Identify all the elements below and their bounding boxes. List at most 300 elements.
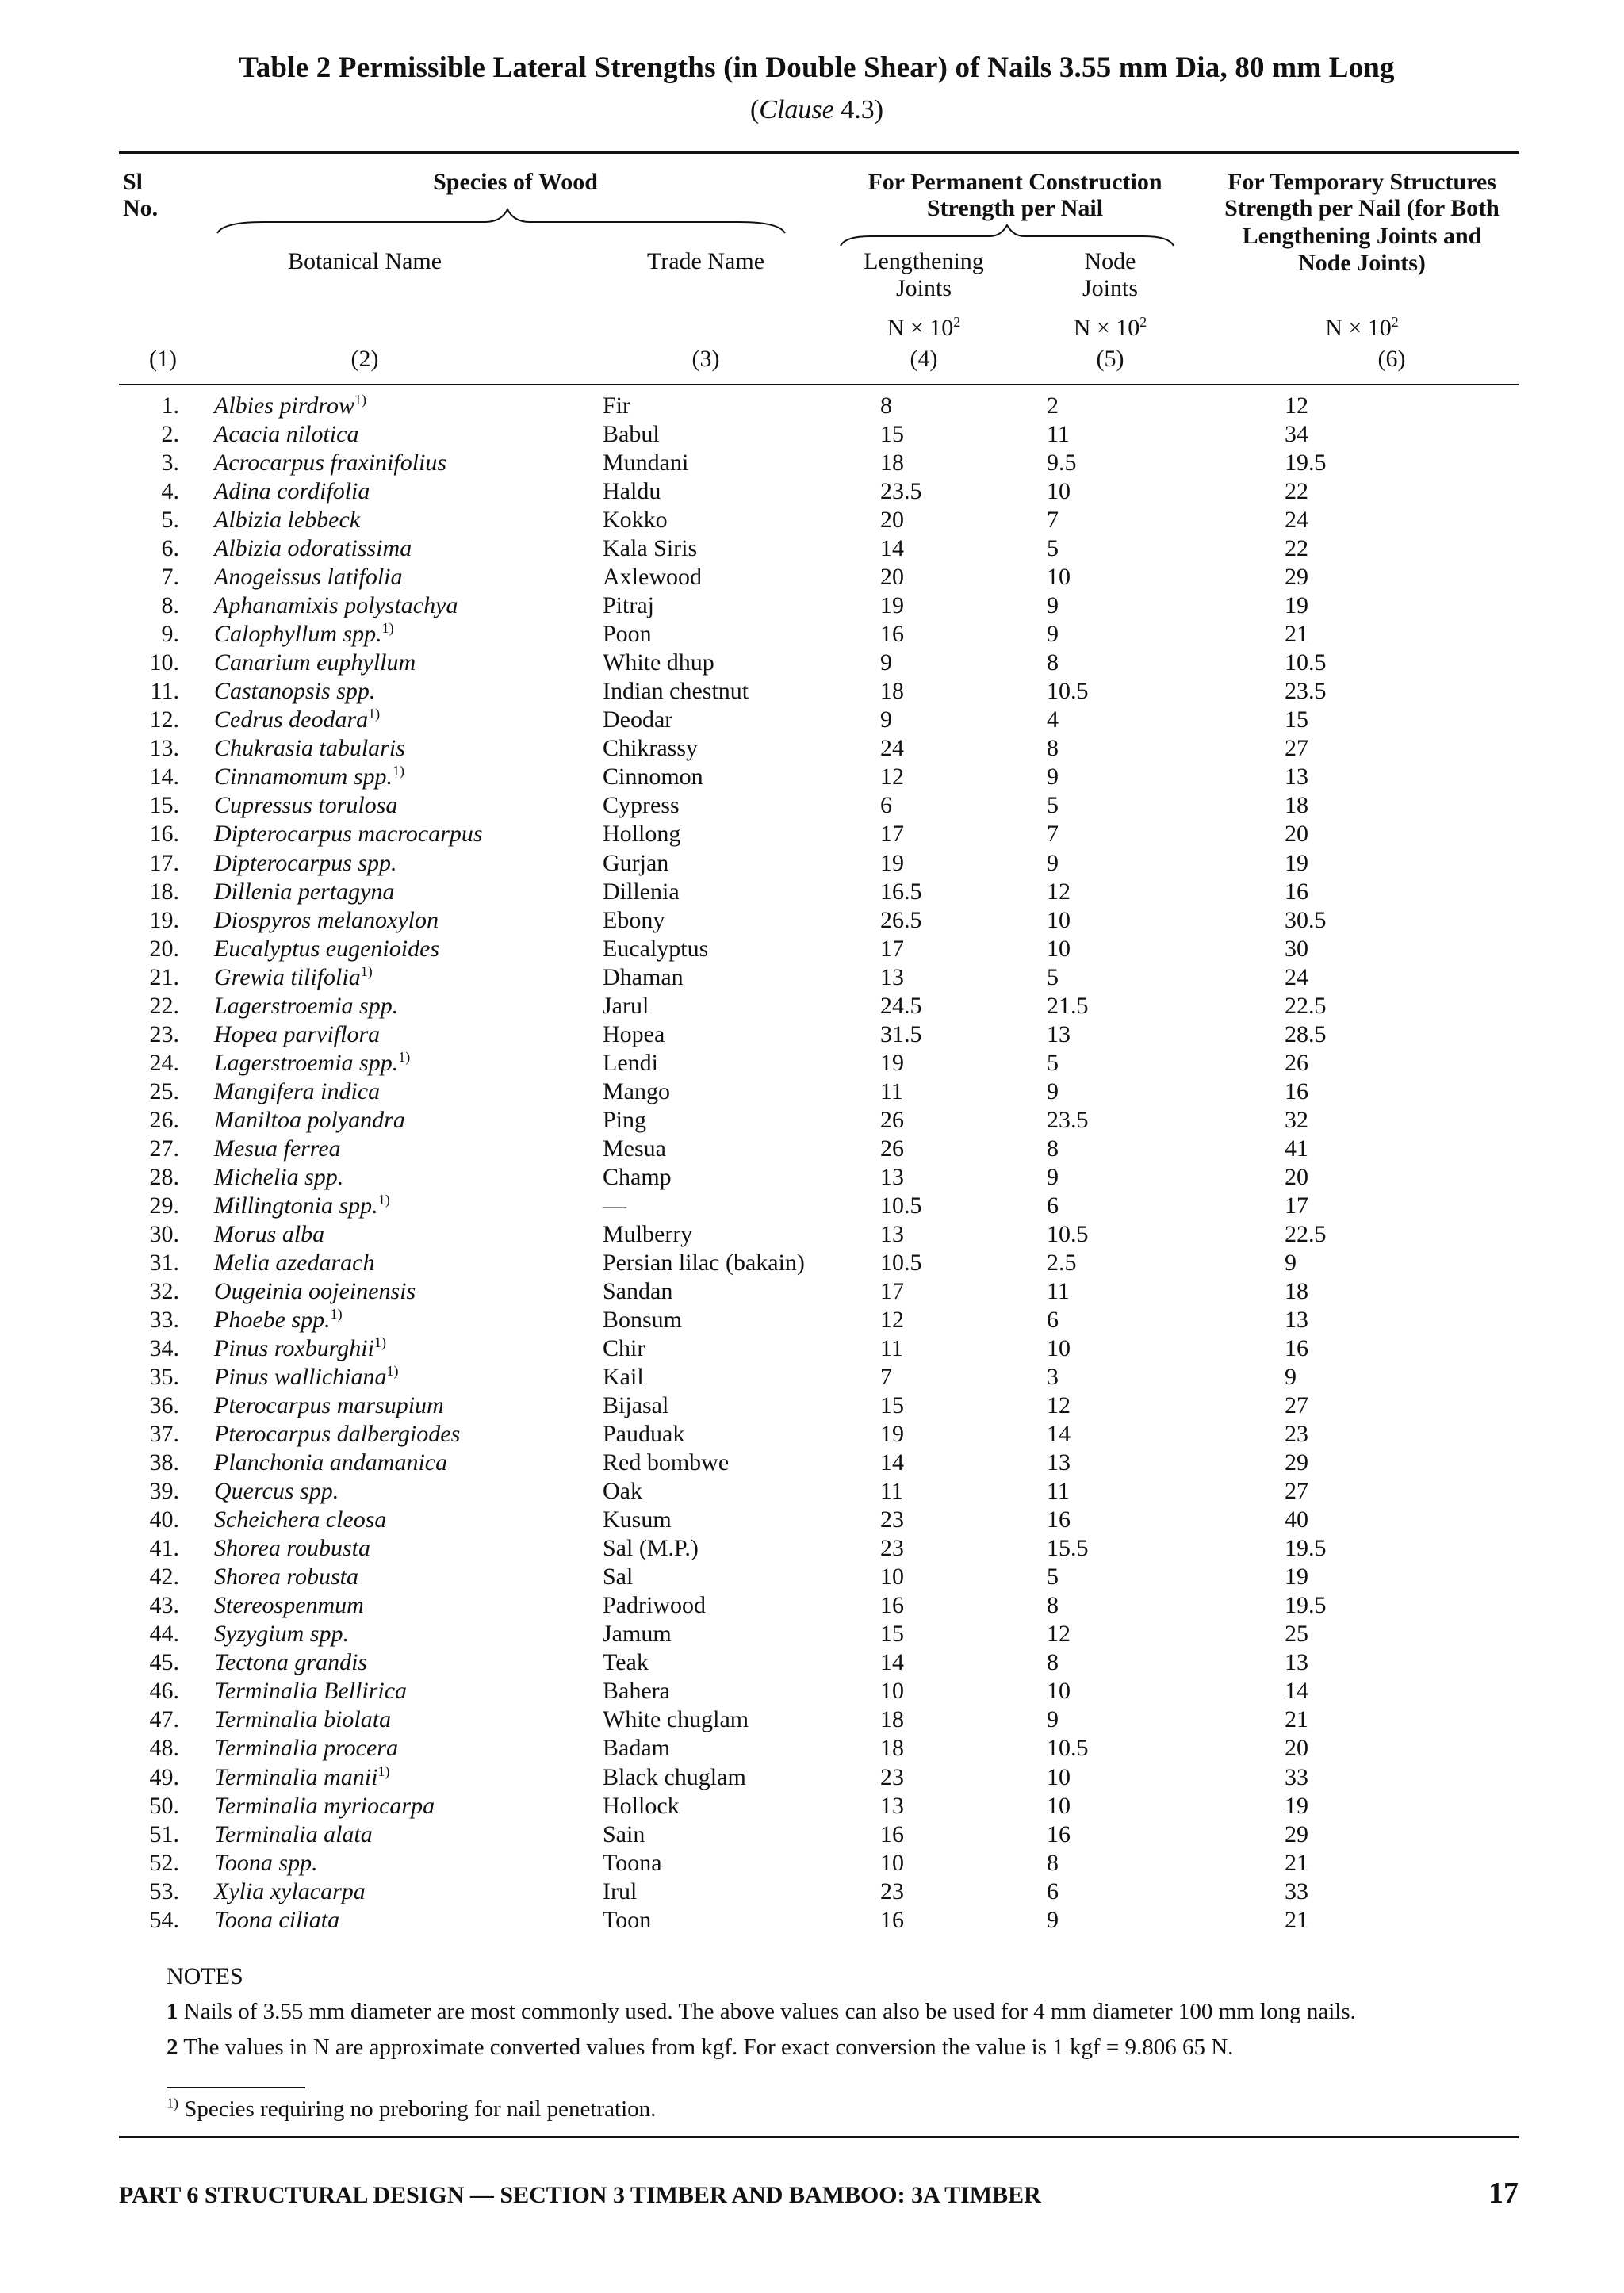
cell-temporary: 27 <box>1285 1478 1308 1505</box>
cell-node: 5 <box>1047 792 1059 819</box>
cell-temporary: 9 <box>1285 1249 1297 1276</box>
cell-temporary: 22 <box>1285 535 1308 562</box>
page-bottom-rule <box>119 2136 1519 2138</box>
cell-node: 12 <box>1047 1621 1071 1648</box>
cell-node: 8 <box>1047 1135 1059 1162</box>
cell-node: 10 <box>1047 478 1071 505</box>
cell-sl-no: 14. <box>149 764 179 790</box>
cell-botanical-name <box>179 1449 595 1477</box>
cell-sl-no: 53. <box>149 1878 179 1904</box>
cell-botanical-name <box>179 1792 595 1820</box>
cell-botanical-name <box>179 1648 595 1677</box>
cell-lengthening: 26.5 <box>880 906 922 933</box>
cell-node: 23.5 <box>1047 1106 1089 1133</box>
cell-lengthening: 31.5 <box>880 1020 922 1047</box>
cell-trade-name: Fir <box>603 392 631 419</box>
header-temporary-line4: Node Joints) <box>1298 250 1426 276</box>
cell-node: 5 <box>1047 963 1059 990</box>
table-row <box>119 1792 1519 1820</box>
cell-lengthening: 16 <box>880 1592 904 1619</box>
footnote-marker: 1) <box>368 706 381 722</box>
cell-temporary: 20 <box>1285 821 1308 848</box>
cell-node: 6 <box>1047 1192 1059 1219</box>
cell-temporary: 21 <box>1285 1706 1308 1733</box>
table-row <box>119 1277 1519 1306</box>
botanical-name-text: Syzygium spp. <box>214 1621 349 1648</box>
cell-sl-no: 19. <box>149 906 179 933</box>
cell-trade-name: Pitraj <box>603 592 654 619</box>
cell-trade-name: Sain <box>603 1820 645 1847</box>
cell-sl-no: 52. <box>149 1849 179 1876</box>
cell-lengthening: 10.5 <box>880 1192 922 1219</box>
header-species: Species of Wood <box>433 169 598 195</box>
cell-trade-name: Oak <box>603 1478 642 1505</box>
cell-lengthening: 14 <box>880 535 904 562</box>
cell-botanical-name <box>179 1306 595 1334</box>
cell-temporary: 19.5 <box>1285 1535 1327 1562</box>
table-row <box>119 878 1519 906</box>
cell-temporary: 21 <box>1285 1906 1308 1933</box>
cell-sl-no: 45. <box>149 1649 179 1676</box>
cell-botanical-name <box>179 677 595 706</box>
cell-sl-no: 35. <box>149 1364 179 1391</box>
cell-lengthening: 10 <box>880 1678 904 1705</box>
cell-trade-name: Deodar <box>603 706 673 733</box>
unit-text: N × 10 <box>1073 315 1140 341</box>
cell-temporary: 24 <box>1285 507 1308 534</box>
cell-lengthening: 17 <box>880 821 904 848</box>
botanical-name-text: Albies pirdrow <box>214 392 354 419</box>
cell-temporary: 19 <box>1285 1792 1308 1819</box>
table-row <box>119 1049 1519 1078</box>
cell-temporary: 32 <box>1285 1106 1308 1133</box>
cell-botanical-name <box>179 1677 595 1705</box>
cell-trade-name: Kusum <box>603 1506 672 1533</box>
cell-lengthening: 23 <box>880 1763 904 1790</box>
cell-temporary: 10.5 <box>1285 649 1327 676</box>
cell-lengthening: 20 <box>880 507 904 534</box>
footnote-marker: 1) <box>381 620 394 637</box>
table-row <box>119 1506 1519 1534</box>
cell-node: 21.5 <box>1047 992 1089 1019</box>
cell-node: 15.5 <box>1047 1535 1089 1562</box>
cell-trade-name: Poon <box>603 621 652 648</box>
cell-node: 7 <box>1047 507 1059 534</box>
cell-temporary: 27 <box>1285 1392 1308 1419</box>
cell-sl-no: 37. <box>149 1421 179 1448</box>
cell-lengthening: 26 <box>880 1106 904 1133</box>
cell-lengthening: 18 <box>880 678 904 705</box>
cell-trade-name: Chir <box>603 1335 645 1362</box>
note-1-number: 1 <box>167 1999 178 2024</box>
cell-node: 9 <box>1047 1706 1059 1733</box>
cell-node: 8 <box>1047 1649 1059 1676</box>
cell-botanical-name <box>179 1506 595 1534</box>
table-row <box>119 649 1519 677</box>
unit-exponent: 2 <box>953 314 961 330</box>
cell-lengthening: 11 <box>880 1078 903 1104</box>
cell-botanical-name <box>179 1020 595 1049</box>
botanical-name-text: Albizia odoratissima <box>214 535 412 562</box>
cell-node: 7 <box>1047 821 1059 848</box>
cell-botanical-name <box>179 649 595 677</box>
cell-trade-name: Badam <box>603 1735 670 1762</box>
cell-temporary: 12 <box>1285 392 1308 419</box>
table-row <box>119 1220 1519 1249</box>
table-body <box>119 392 1519 1935</box>
table-title: Table 2 Permissible Lateral Strengths (in Double Shear) of Nails 3.55 mm Dia, 80 mm Long <box>239 52 1395 84</box>
cell-botanical-name <box>179 449 595 477</box>
cell-temporary: 19 <box>1285 849 1308 876</box>
botanical-name-text: Cedrus deodara <box>214 706 369 733</box>
cell-node: 8 <box>1047 735 1059 762</box>
table-row <box>119 992 1519 1020</box>
cell-botanical-name <box>179 1363 595 1391</box>
cell-sl-no: 31. <box>149 1249 179 1276</box>
cell-lengthening: 18 <box>880 1735 904 1762</box>
cell-botanical-name <box>179 1820 595 1849</box>
cell-lengthening: 23.5 <box>880 478 922 505</box>
botanical-name-text: Aphanamixis polystachya <box>214 592 458 619</box>
table-row <box>119 1705 1519 1734</box>
cell-trade-name: Chikrassy <box>603 735 698 762</box>
cell-lengthening: 19 <box>880 1421 904 1448</box>
cell-trade-name: Cinnomon <box>603 764 703 790</box>
cell-botanical-name <box>179 1591 595 1620</box>
botanical-name-text: Eucalyptus eugenioides <box>214 935 440 962</box>
cell-botanical-name <box>179 734 595 763</box>
cell-lengthening: 10.5 <box>880 1249 922 1276</box>
cell-temporary: 28.5 <box>1285 1020 1327 1047</box>
cell-sl-no: 42. <box>149 1564 179 1591</box>
botanical-name-text: Terminalia procera <box>214 1735 398 1762</box>
cell-botanical-name <box>179 591 595 620</box>
cell-lengthening: 13 <box>880 1220 904 1247</box>
cell-lengthening: 13 <box>880 1792 904 1819</box>
botanical-name-text: Millingtonia spp. <box>214 1192 378 1219</box>
species-brace <box>216 205 787 236</box>
cell-sl-no: 21. <box>149 963 179 990</box>
unit-exponent: 2 <box>1139 314 1147 330</box>
cell-temporary: 17 <box>1285 1192 1308 1219</box>
cell-temporary: 24 <box>1285 963 1308 990</box>
cell-temporary: 23 <box>1285 1421 1308 1448</box>
cell-lengthening: 13 <box>880 1163 904 1190</box>
cell-lengthening: 16 <box>880 1906 904 1933</box>
cell-node: 9 <box>1047 592 1059 619</box>
botanical-name-text: Acacia nilotica <box>214 421 359 448</box>
table-row <box>119 563 1519 591</box>
unit-col4 <box>841 308 1007 343</box>
footnote <box>167 2096 656 2123</box>
botanical-name-text: Castanopsis spp. <box>214 678 376 705</box>
cell-botanical-name <box>179 878 595 906</box>
cell-lengthening: 9 <box>880 706 892 733</box>
botanical-name-text: Lagerstroemia spp. <box>214 1049 399 1076</box>
cell-botanical-name <box>179 791 595 820</box>
table-row <box>119 1849 1519 1878</box>
table-row <box>119 1306 1519 1334</box>
cell-temporary: 18 <box>1285 792 1308 819</box>
cell-node: 9 <box>1047 621 1059 648</box>
cell-botanical-name <box>179 1078 595 1106</box>
table-row <box>119 763 1519 791</box>
table-row <box>119 1734 1519 1763</box>
table-row <box>119 1078 1519 1106</box>
cell-trade-name: Mulberry <box>603 1220 693 1247</box>
nail-strength-table <box>119 392 1519 1935</box>
botanical-name-text: Terminalia alata <box>214 1820 373 1847</box>
cell-trade-name: Hollock <box>603 1792 680 1819</box>
table-top-rule <box>119 151 1519 154</box>
botanical-name-text: Anogeissus latifolia <box>214 564 403 591</box>
cell-botanical-name <box>179 477 595 506</box>
table-row <box>119 392 1519 420</box>
clause-number: 4.3 <box>841 95 875 124</box>
cell-lengthening: 19 <box>880 849 904 876</box>
cell-node: 10 <box>1047 935 1071 962</box>
clause-reference: (Clause 4.3) <box>749 95 884 124</box>
header-node-line2: Joints <box>1082 275 1139 301</box>
cell-botanical-name <box>179 1192 595 1220</box>
cell-temporary: 27 <box>1285 735 1308 762</box>
colnum-5: (5) <box>1096 346 1124 372</box>
cell-trade-name: Axlewood <box>603 564 702 591</box>
botanical-name-text: Xylia xylacarpa <box>214 1878 366 1904</box>
cell-botanical-name <box>179 506 595 534</box>
cell-lengthening: 14 <box>880 1449 904 1476</box>
cell-lengthening: 12 <box>880 1307 904 1334</box>
cell-node: 6 <box>1047 1307 1059 1334</box>
cell-temporary: 21 <box>1285 621 1308 648</box>
cell-trade-name: Toon <box>603 1906 652 1933</box>
cell-trade-name: Mundani <box>603 450 689 477</box>
cell-lengthening: 16 <box>880 1820 904 1847</box>
cell-sl-no: 46. <box>149 1678 179 1705</box>
botanical-name-text: Adina cordifolia <box>214 478 370 505</box>
cell-lengthening: 15 <box>880 1621 904 1648</box>
botanical-name-text: Pinus roxburghii <box>214 1335 374 1362</box>
cell-temporary: 40 <box>1285 1506 1308 1533</box>
botanical-name-text: Toona ciliata <box>214 1906 340 1933</box>
cell-trade-name: White chuglam <box>603 1706 749 1733</box>
botanical-name-text: Albizia lebbeck <box>214 507 361 534</box>
cell-botanical-name <box>179 1763 595 1792</box>
cell-sl-no: 51. <box>149 1820 179 1847</box>
cell-node: 10 <box>1047 1678 1071 1705</box>
cell-lengthening: 17 <box>880 1277 904 1304</box>
table-row <box>119 1249 1519 1277</box>
cell-sl-no: 20. <box>149 935 179 962</box>
cell-node: 10.5 <box>1047 1735 1089 1762</box>
cell-temporary: 25 <box>1285 1621 1308 1648</box>
cell-temporary: 19 <box>1285 1564 1308 1591</box>
cell-sl-no: 49. <box>149 1763 179 1790</box>
table-row <box>119 849 1519 878</box>
cell-node: 10.5 <box>1047 1220 1089 1247</box>
cell-temporary: 20 <box>1285 1163 1308 1190</box>
cell-sl-no: 39. <box>149 1478 179 1505</box>
unit-col6 <box>1205 308 1519 343</box>
cell-sl-no: 26. <box>149 1106 179 1133</box>
table-row <box>119 534 1519 563</box>
botanical-name-text: Phoebe spp. <box>214 1307 331 1334</box>
cell-trade-name: Red bombwe <box>603 1449 730 1476</box>
cell-botanical-name <box>179 392 595 420</box>
cell-lengthening: 23 <box>880 1506 904 1533</box>
cell-trade-name: Persian lilac (bakain) <box>603 1249 805 1276</box>
cell-sl-no: 15. <box>149 792 179 819</box>
cell-sl-no: 17. <box>149 849 179 876</box>
table-row <box>119 791 1519 820</box>
header-temporary-line3: Lengthening Joints and <box>1242 223 1482 249</box>
unit-text: N × 10 <box>887 315 954 341</box>
cell-trade-name: Teak <box>603 1649 649 1676</box>
cell-node: 12 <box>1047 878 1071 905</box>
cell-node: 8 <box>1047 649 1059 676</box>
cell-temporary: 30 <box>1285 935 1308 962</box>
cell-lengthening: 16.5 <box>880 878 922 905</box>
cell-lengthening: 24 <box>880 735 904 762</box>
cell-trade-name: Gurjan <box>603 849 669 876</box>
running-footer: PART 6 STRUCTURAL DESIGN — SECTION 3 TIMBER AND BAMBOO: 3A TIMBER <box>119 2182 1041 2208</box>
cell-botanical-name <box>179 1163 595 1192</box>
cell-node: 8 <box>1047 1849 1059 1876</box>
cell-sl-no: 50. <box>149 1792 179 1819</box>
cell-trade-name: Jarul <box>603 992 649 1019</box>
table-row <box>119 677 1519 706</box>
table-row <box>119 1477 1519 1506</box>
cell-node: 8 <box>1047 1592 1059 1619</box>
botanical-name-text: Morus alba <box>214 1220 325 1247</box>
table-row <box>119 1763 1519 1792</box>
cell-temporary: 14 <box>1285 1678 1308 1705</box>
header-botanical: Botanical Name <box>287 248 442 274</box>
cell-lengthening: 10 <box>880 1849 904 1876</box>
cell-botanical-name <box>179 906 595 935</box>
table-row <box>119 1334 1519 1363</box>
cell-botanical-name <box>179 1135 595 1163</box>
cell-temporary: 19.5 <box>1285 450 1327 477</box>
cell-sl-no: 44. <box>149 1621 179 1648</box>
note-2-text: The values in N are approximate converted values from kgf. For exact conversion the value is 1 kgf = 9.806 65 N. <box>183 2035 1234 2060</box>
cell-trade-name: Sal <box>603 1564 634 1591</box>
cell-node: 2.5 <box>1047 1249 1077 1276</box>
table-row <box>119 1677 1519 1705</box>
cell-sl-no: 38. <box>149 1449 179 1476</box>
cell-sl-no: 4. <box>161 478 179 505</box>
cell-trade-name: Mesua <box>603 1135 666 1162</box>
cell-temporary: 16 <box>1285 1335 1308 1362</box>
cell-trade-name: Irul <box>603 1878 638 1904</box>
table-row <box>119 1391 1519 1420</box>
table-row <box>119 1648 1519 1677</box>
cell-node: 9 <box>1047 764 1059 790</box>
cell-node: 11 <box>1047 1277 1070 1304</box>
footnote-marker: 1) <box>386 1363 399 1380</box>
table-row <box>119 1449 1519 1477</box>
cell-temporary: 22 <box>1285 478 1308 505</box>
cell-lengthening: 17 <box>880 935 904 962</box>
botanical-name-text: Shorea robusta <box>214 1564 358 1591</box>
cell-node: 13 <box>1047 1449 1071 1476</box>
botanical-name-text: Maniltoa polyandra <box>214 1106 405 1133</box>
cell-sl-no: 40. <box>149 1506 179 1533</box>
footnote-marker: 1) <box>377 1191 390 1208</box>
cell-lengthening: 20 <box>880 564 904 591</box>
cell-node: 10 <box>1047 1792 1071 1819</box>
botanical-name-text: Terminalia manii <box>214 1763 378 1790</box>
botanical-name-text: Cinnamomum spp. <box>214 764 393 790</box>
cell-node: 9 <box>1047 1078 1059 1104</box>
cell-trade-name: Haldu <box>603 478 661 505</box>
table-row <box>119 420 1519 449</box>
cell-trade-name: Eucalyptus <box>603 935 709 962</box>
cell-lengthening: 19 <box>880 592 904 619</box>
cell-botanical-name <box>179 1049 595 1078</box>
header-no: No. <box>123 195 159 221</box>
botanical-name-text: Shorea roubusta <box>214 1535 370 1562</box>
cell-trade-name: Sandan <box>603 1277 673 1304</box>
footnote-marker: 1) <box>373 1334 386 1351</box>
cell-sl-no: 18. <box>149 878 179 905</box>
cell-lengthening: 16 <box>880 621 904 648</box>
cell-node: 5 <box>1047 1564 1059 1591</box>
unit-exponent: 2 <box>1391 314 1399 330</box>
cell-botanical-name <box>179 1906 595 1935</box>
cell-sl-no: 27. <box>149 1135 179 1162</box>
cell-sl-no: 9. <box>161 621 179 648</box>
table-row <box>119 1163 1519 1192</box>
header-permanent-line2: Strength per Nail <box>926 195 1104 221</box>
cell-sl-no: 10. <box>149 649 179 676</box>
cell-trade-name: Kala Siris <box>603 535 698 562</box>
botanical-name-text: Ougeinia oojeinensis <box>214 1277 416 1304</box>
botanical-name-text: Dipterocarpus macrocarpus <box>214 821 483 848</box>
table-row <box>119 449 1519 477</box>
botanical-name-text: Acrocarpus fraxinifolius <box>214 450 447 477</box>
cell-sl-no: 43. <box>149 1592 179 1619</box>
cell-lengthening: 8 <box>880 392 892 419</box>
botanical-name-text: Terminalia myriocarpa <box>214 1792 435 1819</box>
cell-temporary: 13 <box>1285 1649 1308 1676</box>
header-trade: Trade Name <box>646 248 765 274</box>
cell-botanical-name <box>179 620 595 649</box>
botanical-name-text: Calophyllum spp. <box>214 621 382 648</box>
cell-temporary: 23.5 <box>1285 678 1327 705</box>
cell-lengthening: 26 <box>880 1135 904 1162</box>
cell-trade-name: Dillenia <box>603 878 680 905</box>
cell-botanical-name <box>179 849 595 878</box>
cell-trade-name: Bahera <box>603 1678 670 1705</box>
table-row <box>119 1878 1519 1906</box>
cell-temporary: 26 <box>1285 1049 1308 1076</box>
table-row <box>119 1620 1519 1648</box>
cell-node: 16 <box>1047 1820 1071 1847</box>
cell-botanical-name <box>179 1878 595 1906</box>
cell-botanical-name <box>179 1249 595 1277</box>
cell-trade-name: Bijasal <box>603 1392 669 1419</box>
cell-botanical-name <box>179 1620 595 1648</box>
header-temporary-line2: Strength per Nail (for Both <box>1224 195 1500 221</box>
cell-trade-name: Hopea <box>603 1020 665 1047</box>
cell-botanical-name <box>179 1849 595 1878</box>
cell-trade-name: Black chuglam <box>603 1763 746 1790</box>
cell-lengthening: 23 <box>880 1878 904 1904</box>
cell-sl-no: 22. <box>149 992 179 1019</box>
cell-temporary: 13 <box>1285 764 1308 790</box>
table-row <box>119 506 1519 534</box>
